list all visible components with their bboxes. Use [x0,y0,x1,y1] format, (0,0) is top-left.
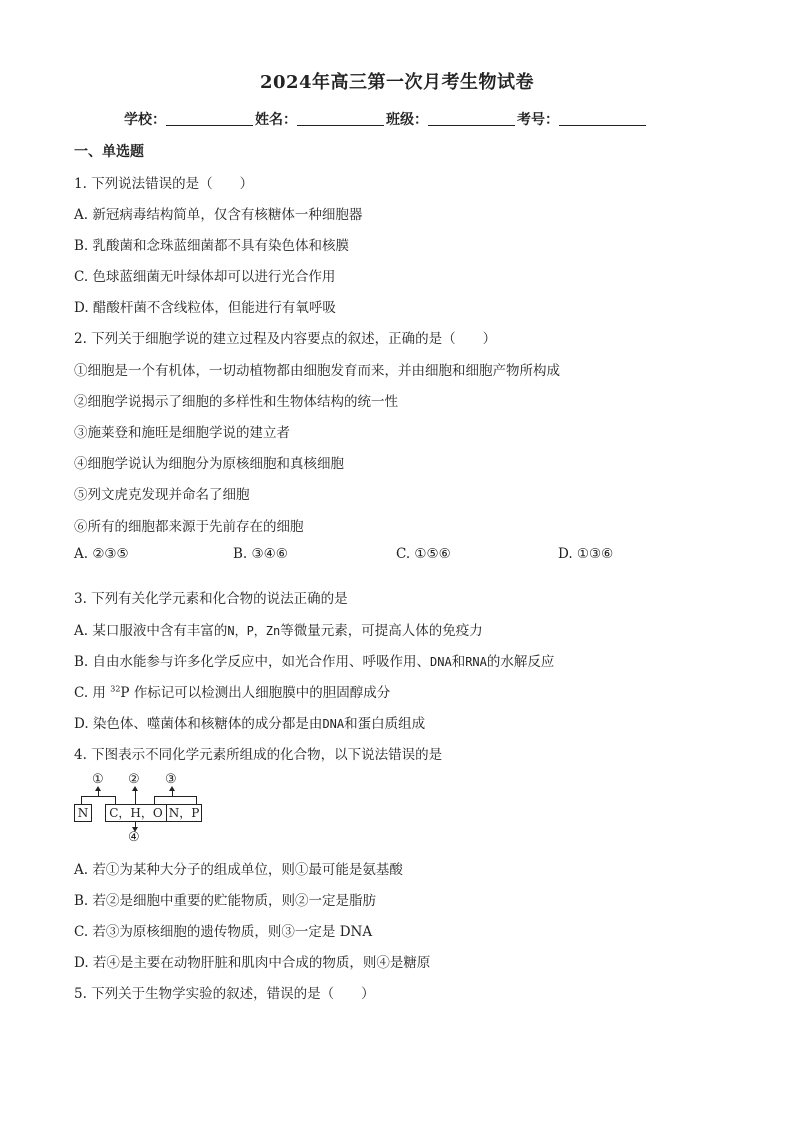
q3-option-d[interactable] [74,712,425,732]
q3-c-text-pre: C. 用 [74,685,106,701]
arrow-up-2-icon [132,786,138,791]
diagram-label-2: ② [128,772,140,787]
q3-d-dna: DNA [322,717,345,731]
q1-option-b[interactable]: B. 乳酸菌和念珠蓝细菌都不具有染色体和核膜 [74,238,350,254]
box-n: N [74,804,92,822]
bracket-1-right [115,796,116,804]
exam-number-blank[interactable] [559,112,646,126]
q2-statement-6: ⑥所有的细胞都来源于先前存在的细胞 [74,519,304,535]
q2-option-b[interactable]: B. ③④⑥ [233,546,288,562]
q3-b-text-pre: B. 自由水能参与许多化学反应中，如光合作用、呼吸作用、 [74,654,431,670]
q5-stem: 5. 下列关于生物学实验的叙述，错误的是（ ） [74,986,375,1002]
q2-statement-2: ②细胞学说揭示了细胞的多样性和生物体结构的统一性 [74,394,398,410]
q1-option-c[interactable]: C. 色球蓝细菌无叶绿体却可以进行光合作用 [74,269,336,285]
q3-a-elements: N，P，Zn [227,624,281,638]
q2-option-c[interactable]: C. ①⑤⑥ [396,546,451,562]
q2-option-d[interactable]: D. ①③⑥ [558,546,614,562]
q3-c-text-post: 作标记可以检测出人细胞膜中的胆固醇成分 [133,685,391,701]
q4-option-c[interactable]: C. 若③为原核细胞的遗传物质，则③一定是 DNA [74,924,373,940]
q3-a-text-post: 等微量元素，可提高人体的免疫力 [280,623,483,639]
q3-stem: 3. 下列有关化学元素和化合物的说法正确的是 [74,591,348,607]
q2-statement-4: ④细胞学说认为细胞分为原核细胞和真核细胞 [74,456,344,472]
q3-b-text-mid: 和 [451,654,466,670]
q4-option-b[interactable]: B. 若②是细胞中重要的贮能物质，则②一定是脂肪 [74,893,377,909]
exam-number-label: 考号： [517,112,559,128]
arrow-2-stem [135,790,136,804]
q1-stem: 1. 下列说法错误的是（ ） [74,176,254,192]
q3-d-text-post: 和蛋白质组成 [344,716,426,732]
diagram-label-1: ① [92,772,104,787]
q3-b-text-post: 的水解反应 [486,654,555,670]
q1-option-d[interactable]: D. 醋酸杆菌不含线粒体，但能进行有氧呼吸 [74,300,336,316]
bracket-1-line [81,796,115,797]
q3-c-element: P [120,685,130,701]
q4-option-a[interactable]: A. 若①为某种大分子的组成单位，则①最可能是氨基酸 [74,862,403,878]
q2-statement-1: ①细胞是一个有机体，一切动植物都由细胞发育而来，并由细胞和细胞产物所构成 [74,363,560,379]
q2-option-a[interactable]: A. ②③⑤ [74,546,129,562]
school-blank[interactable] [166,112,253,126]
q3-option-c[interactable] [74,681,390,701]
name-blank[interactable] [297,112,384,126]
q1-option-a[interactable]: A. 新冠病毒结构简单，仅含有核糖体一种细胞器 [74,207,363,223]
box-cho: C，H，O [105,804,167,822]
q3-option-a[interactable] [74,619,483,639]
q2-stem: 2. 下列关于细胞学说的建立过程及内容要点的叙述，正确的是（ ） [74,331,497,347]
q2-statement-3: ③施莱登和施旺是细胞学说的建立者 [74,425,290,441]
bracket-1-left [81,796,82,804]
q3-a-text-pre: A. 某口服液中含有丰富的 [74,623,228,639]
element-compound-diagram [74,772,214,845]
q2-statement-5: ⑤列文虎克发现并命名了细胞 [74,487,250,503]
q4-stem: 4. 下图表示不同化学元素所组成的化合物，以下说法错误的是 [74,747,443,763]
q3-option-b[interactable] [74,650,554,670]
q3-c-isotope-mass: 32 [110,684,121,694]
q3-b-dna: DNA [430,655,452,669]
arrow-up-1-icon [95,786,101,791]
school-label: 学校： [124,112,166,128]
name-label: 姓名： [255,112,297,128]
student-info-row [124,109,648,129]
q3-b-rna: RNA [465,655,487,669]
bracket-3-right [196,796,197,804]
q3-d-text-pre: D. 染色体、噬菌体和核糖体的成分都是由 [74,716,323,732]
class-label: 班级： [386,112,428,128]
diagram-label-4: ④ [128,830,140,845]
bracket-3-line [154,796,196,797]
exam-title: 2024年高三第一次月考生物试卷 [259,72,535,93]
q4-option-d[interactable]: D. 若④是主要在动物肝脏和肌肉中合成的物质，则④是糖原 [74,955,431,971]
diagram-label-3: ③ [165,772,177,787]
section-heading: 一、单选题 [74,144,144,160]
arrow-up-3-icon [169,786,175,791]
box-np: N，P [166,804,202,822]
bracket-3-left [154,796,155,804]
class-blank[interactable] [428,112,515,126]
